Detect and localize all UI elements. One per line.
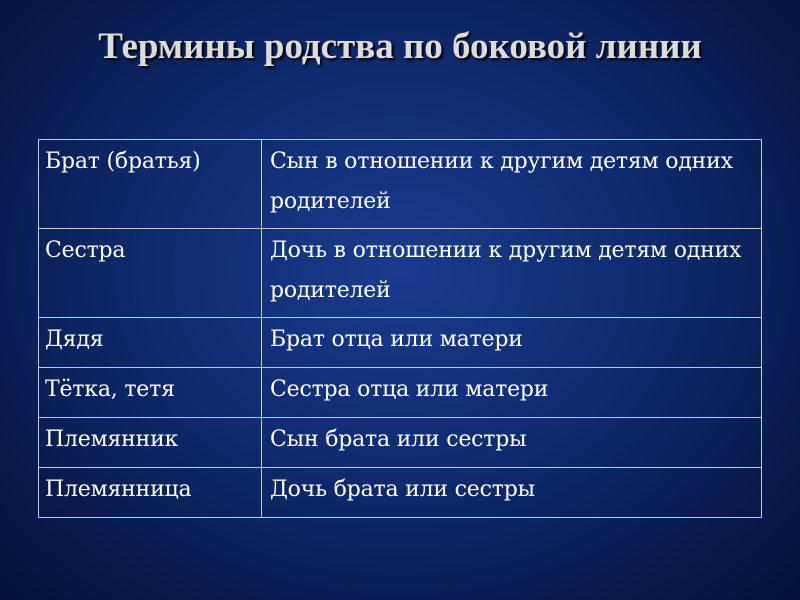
slide-title: Термины родства по боковой линии bbox=[98, 26, 702, 67]
term-cell: Дядя bbox=[39, 318, 262, 368]
term-cell: Племянник bbox=[39, 418, 262, 468]
definition-cell: Дочь в отношении к другим детям одних родителей bbox=[262, 229, 762, 318]
table-row bbox=[39, 368, 762, 418]
definition-cell: Сестра отца или матери bbox=[262, 368, 762, 418]
kinship-terms-table bbox=[38, 139, 762, 518]
definition-cell: Брат отца или матери bbox=[262, 318, 762, 368]
term-cell: Сестра bbox=[39, 229, 262, 318]
term-cell: Племянница bbox=[39, 468, 262, 518]
table-row bbox=[39, 468, 762, 518]
table-row bbox=[39, 140, 762, 229]
term-cell: Тётка, тетя bbox=[39, 368, 262, 418]
table-row bbox=[39, 418, 762, 468]
definition-cell: Сын брата или сестры bbox=[262, 418, 762, 468]
definition-cell: Сын в отношении к другим детям одних родителей bbox=[262, 140, 762, 229]
table-row bbox=[39, 229, 762, 318]
definition-cell: Дочь брата или сестры bbox=[262, 468, 762, 518]
term-cell: Брат (братья) bbox=[39, 140, 262, 229]
table-row bbox=[39, 318, 762, 368]
